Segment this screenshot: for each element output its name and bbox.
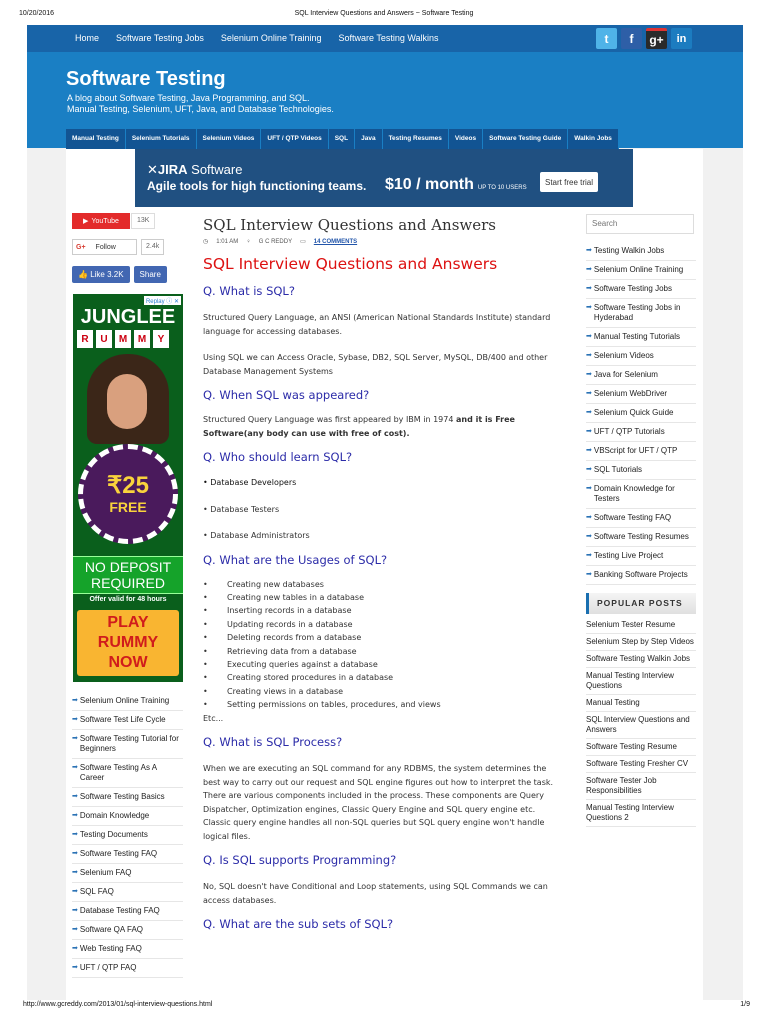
popular-post[interactable]: Selenium Tester Resume	[586, 617, 696, 634]
print-page-number: 1/9	[740, 1001, 750, 1008]
left-link[interactable]: ➡ Software Testing Basics	[72, 788, 183, 807]
left-link[interactable]: ➡ Software Testing FAQ	[72, 845, 183, 864]
right-link[interactable]: ➡ Testing Live Project	[586, 547, 696, 566]
left-link[interactable]: ➡ Selenium Online Training	[72, 692, 183, 711]
usages-list	[203, 578, 563, 712]
popular-post[interactable]: Software Tester Job Responsibilities	[586, 773, 696, 800]
ad-amount: ₹25	[107, 472, 149, 499]
right-link[interactable]: ➡ Java for Selenium	[586, 366, 696, 385]
right-link[interactable]: ➡ Software Testing FAQ	[586, 509, 696, 528]
top-nav-selenium-online-training[interactable]: Selenium Online Training	[220, 33, 322, 43]
ad-card: R	[77, 330, 93, 348]
google-plus-icon[interactable]: g+	[646, 28, 667, 49]
usage-item: • Deleting records from a database	[203, 631, 563, 644]
start-free-trial-button[interactable]: Start free trial	[540, 172, 598, 192]
ad-offer: Offer valid for 48 hours	[89, 596, 167, 603]
left-link[interactable]: ➡ Domain Knowledge	[72, 807, 183, 826]
youtube-icon: ▶	[83, 218, 89, 225]
left-link[interactable]: ➡ Selenium FAQ	[72, 864, 183, 883]
category-nav	[66, 129, 619, 149]
top-nav-home[interactable]: Home	[75, 33, 100, 43]
banner-tagline: Agile tools for high functioning teams.	[147, 179, 367, 193]
right-link[interactable]: ➡ Selenium Quick Guide	[586, 404, 696, 423]
arrow-right-icon: ➡	[72, 888, 78, 895]
popular-post[interactable]: Manual Testing Interview Questions	[586, 668, 696, 695]
usage-item: • Retrieving data from a database	[203, 645, 563, 658]
arrow-right-icon: ➡	[586, 303, 592, 311]
usage-item: • Creating stored procedures in a database	[203, 671, 563, 684]
site-desc-line-2: Manual Testing, Selenium, UFT, Java, and Database Technologies.	[67, 104, 334, 114]
popular-posts-heading: POPULAR POSTS	[586, 593, 696, 614]
thumbs-up-icon: 👍	[78, 270, 91, 279]
youtube-widget	[72, 213, 155, 229]
arrow-right-icon: ➡	[586, 284, 592, 292]
answer-paragraph: Structured Query Language was first appeared by IBM in 1974 and it is Free Software(any body can use with free of cost).	[203, 415, 515, 438]
usage-item: • Updating records in a database	[203, 618, 563, 631]
clock-icon: ◷	[203, 239, 209, 245]
arrow-right-icon: ➡	[72, 869, 78, 876]
post-comments-link[interactable]: 14 COMMENTS	[313, 238, 358, 245]
arrow-right-icon: ➡	[586, 513, 592, 521]
top-nav-software-testing-walkins[interactable]: Software Testing Walkins	[338, 33, 439, 43]
search-input[interactable]	[586, 214, 694, 234]
cat-nav-software-testing-guide[interactable]: Software Testing Guide	[483, 129, 568, 149]
left-link[interactable]: ➡ Software QA FAQ	[72, 921, 183, 940]
left-link[interactable]: ➡ Testing Documents	[72, 826, 183, 845]
print-title: SQL Interview Questions and Answers ~ Software Testing	[294, 10, 474, 17]
cat-nav-manual-testing[interactable]: Manual Testing	[66, 129, 126, 149]
answer-paragraph: When we are executing an SQL command for any RDBMS, the system determines the best way to carry out our request and SQL engine figures out how to interpret the task.	[203, 764, 554, 787]
arrow-right-icon: ➡	[72, 831, 78, 838]
youtube-subscribe-button[interactable]: ▶ YouTube	[72, 213, 130, 229]
facebook-like-button[interactable]: 👍 Like 3.2K	[72, 266, 130, 283]
audience-item: • Database Administrators	[203, 531, 310, 540]
cat-nav-sql[interactable]: SQL	[329, 129, 355, 149]
audience-item: • Database Developers	[203, 478, 297, 487]
google-plus-icon: G+	[76, 243, 86, 251]
popular-post[interactable]: Selenium Step by Step Videos	[586, 634, 696, 651]
facebook-icon[interactable]: f	[621, 28, 642, 49]
popular-post[interactable]: Software Testing Fresher CV	[586, 756, 696, 773]
right-link[interactable]: ➡ Selenium WebDriver	[586, 385, 696, 404]
popular-post[interactable]: Software Testing Resume	[586, 739, 696, 756]
facebook-share-button[interactable]: Share	[134, 266, 167, 283]
ad-no-deposit: NO DEPOSIT REQUIRED	[73, 556, 183, 594]
post-meta	[203, 238, 563, 245]
ad-card: M	[115, 330, 131, 348]
arrow-right-icon: ➡	[72, 735, 78, 742]
arrow-right-icon: ➡	[72, 945, 78, 952]
popular-post[interactable]: Software Testing Walkin Jobs	[586, 651, 696, 668]
author-icon: ♀	[246, 238, 251, 245]
left-link[interactable]: ➡ Software Test Life Cycle	[72, 711, 183, 730]
site-description	[67, 93, 334, 115]
popular-posts-list	[586, 617, 696, 827]
play-rummy-now-button[interactable]: PLAY RUMMY NOW	[77, 610, 179, 676]
arrow-right-icon: ➡	[586, 389, 592, 397]
right-link[interactable]: ➡ Testing Walkin Jobs	[586, 242, 696, 261]
arrow-right-icon: ➡	[586, 446, 592, 454]
cat-nav-walkin-jobs[interactable]: Walkin Jobs	[568, 129, 619, 149]
answer-paragraph: Using SQL we can Access Oracle, Sybase, DB2, SQL Server, MySQL, DB/400 and other Database Management Systems	[203, 353, 548, 376]
social-links	[596, 28, 692, 49]
ad-cards	[77, 330, 169, 348]
left-link[interactable]: ➡ SQL FAQ	[72, 883, 183, 902]
answer-paragraph: There are various components included in the process. These components are Query Dispatcher, Optimization engines, Classic Query Engine and SQL query engine etc. Classic query engine handles all non-SQL queries but SQL query engine won't handle logical files.	[203, 791, 545, 841]
cat-nav-java[interactable]: Java	[355, 129, 382, 149]
usages-etc: Etc...	[203, 713, 224, 723]
right-link[interactable]: ➡ Selenium Videos	[586, 347, 696, 366]
right-sidebar	[586, 213, 696, 827]
google-follow-button[interactable]: G+ Follow	[72, 239, 137, 255]
arrow-right-icon: ➡	[586, 427, 592, 435]
post-author[interactable]: G C REDDY	[258, 238, 293, 245]
question-heading: Q. What is SQL Process?	[203, 735, 343, 750]
junglee-rummy-ad[interactable]	[73, 294, 183, 682]
ad-card: Y	[153, 330, 169, 348]
ad-free: FREE	[109, 499, 147, 515]
left-link[interactable]: ➡ Web Testing FAQ	[72, 940, 183, 959]
post-title[interactable]: SQL Interview Questions and Answers	[203, 216, 496, 234]
audience-item: • Database Testers	[203, 504, 280, 514]
cat-nav-videos[interactable]: Videos	[449, 129, 483, 149]
site-title[interactable]: Software Testing	[66, 68, 226, 90]
google-follow-widget	[72, 239, 164, 255]
cat-nav-selenium-tutorials[interactable]: Selenium Tutorials	[126, 129, 197, 149]
right-link-list	[586, 242, 696, 585]
right-link[interactable]: ➡ Domain Knowledge for Testers	[586, 480, 696, 509]
arrow-right-icon: ➡	[586, 532, 592, 540]
article-heading: SQL Interview Questions and Answers	[203, 255, 498, 273]
site-desc-line-1: A blog about Software Testing, Java Programming, and SQL.	[67, 93, 310, 103]
right-link[interactable]: ➡ Banking Software Projects	[586, 566, 696, 585]
answer-paragraph: No, SQL doesn't have Conditional and Loop statements, using SQL Commands we can access databases.	[203, 882, 548, 905]
arrow-right-icon: ➡	[586, 408, 592, 416]
arrow-right-icon: ➡	[72, 907, 78, 914]
arrow-right-icon: ➡	[586, 484, 592, 492]
cat-nav-testing-resumes[interactable]: Testing Resumes	[383, 129, 449, 149]
twitter-icon[interactable]: t	[596, 28, 617, 49]
poker-chip-graphic	[78, 444, 178, 544]
answer-paragraph: Structured Query Language, an ANSI (American National Standards Institute) standard language for accessing databases.	[203, 313, 551, 336]
arrow-right-icon: ➡	[72, 926, 78, 933]
question-heading: Q. What is SQL?	[203, 284, 295, 298]
usage-item: • Creating views in a database	[203, 685, 563, 698]
right-link[interactable]: ➡ UFT / QTP Tutorials	[586, 423, 696, 442]
comment-icon: ▭	[300, 239, 306, 245]
youtube-count: 13K	[131, 213, 155, 229]
linkedin-icon[interactable]: in	[671, 28, 692, 49]
arrow-right-icon: ➡	[72, 964, 78, 971]
arrow-right-icon: ➡	[586, 465, 592, 473]
arrow-right-icon: ➡	[72, 697, 78, 704]
arrow-right-icon: ➡	[72, 764, 78, 771]
cat-nav-selenium-videos[interactable]: Selenium Videos	[197, 129, 262, 149]
jira-logo-icon: ✕	[147, 162, 158, 177]
right-link[interactable]: ➡ VBScript for UFT / QTP	[586, 442, 696, 461]
arrow-right-icon: ➡	[586, 370, 592, 378]
right-link[interactable]: ➡ Software Testing Resumes	[586, 528, 696, 547]
right-link[interactable]: ➡ Manual Testing Tutorials	[586, 328, 696, 347]
usage-item: • Creating new databases	[203, 578, 563, 591]
arrow-right-icon: ➡	[72, 812, 78, 819]
right-link[interactable]: ➡ Software Testing Jobs in Hyderabad	[586, 299, 696, 328]
question-heading: Q. What are the Usages of SQL?	[203, 552, 388, 567]
ad-card: M	[134, 330, 150, 348]
left-link[interactable]: ➡ Software Testing As A Career	[72, 759, 183, 788]
question-heading: Q. Is SQL supports Programming?	[203, 853, 397, 868]
left-link-list	[72, 692, 183, 978]
jira-ad-banner[interactable]	[135, 149, 633, 207]
top-nav-software-testing-jobs[interactable]: Software Testing Jobs	[116, 33, 204, 43]
arrow-right-icon: ➡	[72, 850, 78, 857]
popular-post[interactable]: SQL Interview Questions and Answers	[586, 712, 696, 739]
popular-post[interactable]: Manual Testing Interview Questions 2	[586, 800, 696, 827]
question-heading: Q. What are the sub sets of SQL?	[203, 917, 394, 932]
arrow-right-icon: ➡	[586, 265, 592, 273]
google-follow-count: 2.4k	[141, 239, 164, 255]
question-heading: Q. When SQL was appeared?	[203, 388, 370, 402]
arrow-right-icon: ➡	[586, 351, 592, 359]
top-nav	[75, 33, 439, 43]
facebook-widget	[72, 266, 167, 283]
usage-item: • Creating new tables in a database	[203, 591, 563, 604]
arrow-right-icon: ➡	[586, 332, 592, 340]
jira-brand: ✕JIRA Software	[147, 162, 243, 177]
usage-item: • Executing queries against a database	[203, 658, 563, 671]
right-link[interactable]: ➡ SQL Tutorials	[586, 461, 696, 480]
usage-item: • Setting permissions on tables, procedures, and views	[203, 698, 563, 711]
left-link[interactable]: ➡ UFT / QTP FAQ	[72, 959, 183, 978]
left-link[interactable]: ➡ Database Testing FAQ	[72, 902, 183, 921]
usage-item: • Inserting records in a database	[203, 604, 563, 617]
arrow-right-icon: ➡	[72, 793, 78, 800]
arrow-right-icon: ➡	[586, 570, 592, 578]
left-link[interactable]: ➡ Software Testing Tutorial for Beginners	[72, 730, 183, 759]
ad-choices-icon[interactable]: Replay ⓘ ✕	[144, 296, 181, 305]
ad-model-face	[107, 374, 147, 429]
cat-nav-uft-qtp-videos[interactable]: UFT / QTP Videos	[261, 129, 328, 149]
arrow-right-icon: ➡	[586, 551, 592, 559]
arrow-right-icon: ➡	[72, 716, 78, 723]
print-date: 10/20/2016	[19, 10, 55, 17]
post-content	[203, 216, 563, 931]
question-heading: Q. Who should learn SQL?	[203, 450, 353, 464]
right-link[interactable]: ➡ Selenium Online Training	[586, 261, 696, 280]
popular-post[interactable]: Manual Testing	[586, 695, 696, 712]
ad-card: U	[96, 330, 112, 348]
print-url: http://www.gcreddy.com/2013/01/sql-interview-questions.html	[23, 1001, 213, 1008]
right-link[interactable]: ➡ Software Testing Jobs	[586, 280, 696, 299]
post-time: 1:01 AM	[216, 238, 239, 245]
ad-title: JUNGLEE	[80, 306, 176, 328]
banner-price: $10 / month UP TO 10 USERS	[385, 176, 527, 193]
arrow-right-icon: ➡	[586, 246, 592, 254]
